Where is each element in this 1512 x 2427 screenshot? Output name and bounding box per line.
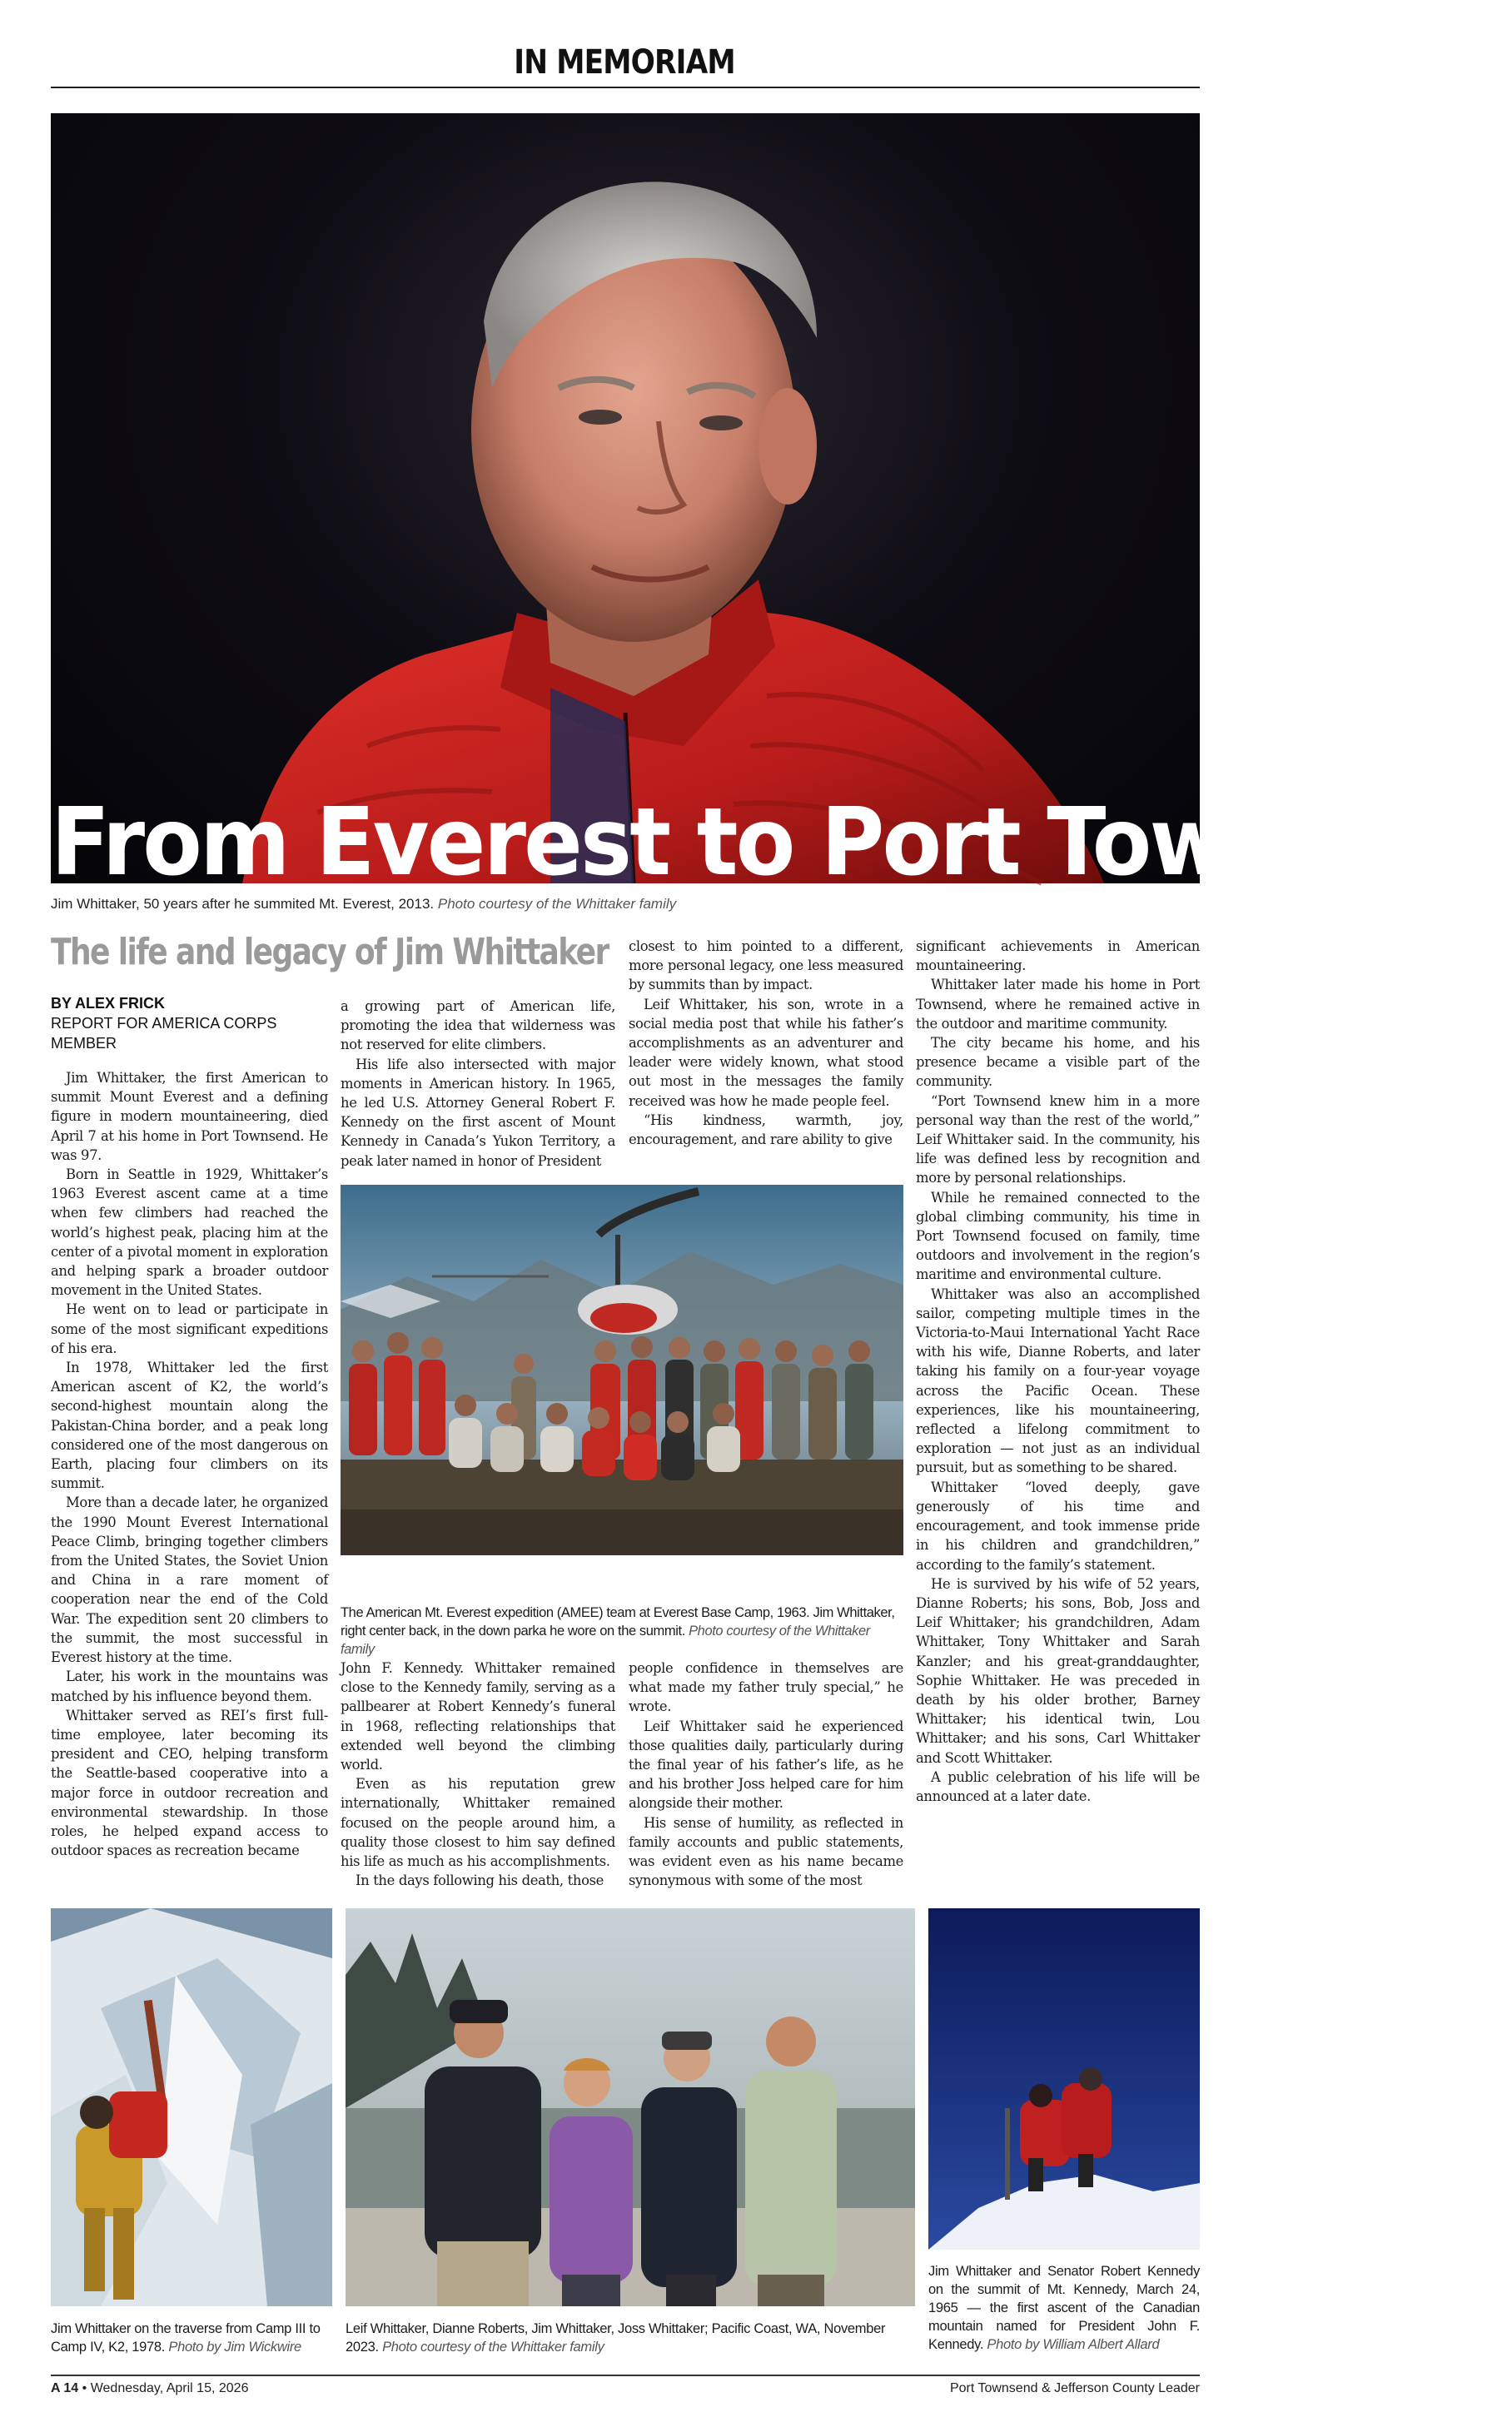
kennedy-photo-caption (928, 2262, 1200, 2354)
paragraph: Even as his reputation grew internationally, Whittaker remained focused on the people around him, a quality those closest to him say defined his life as much as his accomplishments. (341, 1776, 615, 1870)
paragraph: people confidence in themselves are what made my father truly special,” he wrote. (629, 1660, 903, 1715)
page-number: A 14 (51, 2381, 79, 2395)
footer-page-info (51, 2381, 248, 2396)
paragraph: Whittaker “loved deeply, gave generously of his time and encouragement, and took immense pride in his children and grandchildren,” according to the family’s statement. (916, 1479, 1200, 1573)
expedition-photo-credit: Photo courtesy of the Whittaker family (341, 1624, 870, 1657)
section-header: IN MEMORIAM (514, 43, 735, 82)
expedition-photo-caption (341, 1604, 903, 1659)
paragraph: In 1978, Whittaker led the first American ascent of K2, the world’s second-highest mountain along the Pakistan-China border, and a peak long considered one of the most dangerous on Earth, placing four climbers on its summit. (51, 1360, 328, 1492)
kennedy-photo-credit: Photo by William Albert Allard (987, 2337, 1160, 2352)
byline-name: BY ALEX FRICK (51, 995, 166, 1012)
byline-role: REPORT FOR AMERICA CORPS MEMBER (51, 1015, 277, 1052)
article-column-2-bottom (341, 1659, 615, 1890)
paragraph: His sense of humility, as reflected in family accounts and public statements, was evident even as his name became synonymous with some of the most (629, 1814, 903, 1889)
article-column-3-bottom (629, 1659, 903, 1890)
paragraph: Leif Whittaker said he experienced those qualities daily, particularly during the final year of his father’s life, as he and his brother Joss helped care for him alongside their mother. (629, 1718, 903, 1812)
paragraph: He went on to lead or participate in some of the most significant expeditions of his era. (51, 1301, 328, 1356)
paragraph: Jim Whittaker, the first American to summit Mount Everest and a defining figure in modern mountaineering, died April 7 at his home in Port Townsend. He was 97. (51, 1070, 328, 1163)
issue-date: • Wednesday, April 15, 2026 (82, 2381, 249, 2395)
hero-photo-credit: Photo courtesy of the Whittaker family (437, 896, 677, 912)
family-photo (346, 1908, 915, 2306)
paragraph: In the days following his death, those (356, 1872, 604, 1889)
paragraph: He is survived by his wife of 52 years, Dianne Roberts; his sons, Bob, Joss and Leif Whittaker; his grandchildren, Adam Whittaker, Tony Whittaker and Sarah Kanzler; and his great-granddaughter, Sophie Whittaker. He was preceded in death by his older brother, Barney Whittaker; his identical twin, Lou Whittaker; and his sons, Carl Whittaker and Scott Whittaker. (916, 1575, 1200, 1766)
k2-caption-text: Jim Whittaker on the traverse from Camp III to Camp IV, K2, 1978. (51, 2321, 321, 2355)
paragraph: His life also intersected with major moments in American history. In 1965, he led U.S. Attorney General Robert F. Kennedy on the first ascent of Mount Kennedy in Canada’s Yukon Territory, a peak later named in honor of President (341, 1056, 615, 1169)
paragraph: More than a decade later, he organized the 1990 Mount Everest International Peace Climb, bringing together climbers from the United States, the Soviet Union and China in a rare moment of cooperation near the end of the Cold War. The expedition sent 20 climbers to the summit, the most successful in Everest history at the time. (51, 1494, 328, 1666)
family-caption-text: Leif Whittaker, Dianne Roberts, Jim Whittaker, Joss Whittaker; Pacific Coast, WA, November 2023. (346, 2321, 886, 2355)
expedition-caption-text: The American Mt. Everest expedition (AMEE) team at Everest Base Camp, 1963. Jim Whittaker, right center back, in the down parka he wore on the summit. (341, 1605, 895, 1639)
paragraph: The city became his home, and his presence became a visible part of the community. (916, 1035, 1200, 1090)
hero-portrait-photo (51, 113, 1200, 883)
byline (51, 993, 326, 1053)
footer-rule (51, 2375, 1200, 2376)
article-deck: The life and legacy of Jim Whittaker (51, 931, 609, 973)
article-column-2-top (341, 997, 615, 1171)
publication-name: Port Townsend & Jefferson County Leader (949, 2381, 1200, 2395)
headline: From Everest to Port Townsend (51, 788, 1512, 897)
family-photo-caption (346, 2320, 915, 2356)
paragraph: significant achievements in American mountaineering. (916, 938, 1200, 974)
header-rule (51, 87, 1200, 88)
paragraph: Whittaker later made his home in Port Townsend, where he remained active in the outdoor and maritime community. (916, 977, 1200, 1032)
k2-photo-caption (51, 2320, 332, 2356)
expedition-team-photo (341, 1185, 903, 1555)
k2-photo-credit: Photo by Jim Wickwire (168, 2340, 301, 2355)
paragraph: Born in Seattle in 1929, Whittaker’s 1963 Everest ascent came at a time when few climbers had reached the world’s highest peak, placing him at the center of a pivotal moment in exploration and helping spark a broader outdoor movement in the United States. (51, 1166, 328, 1299)
paragraph: John F. Kennedy. Whittaker remained close to the Kennedy family, serving as a pallbearer at Robert Kennedy’s funeral in 1968, reflecting relationships that extended well beyond the climbing world. (341, 1660, 615, 1773)
article-column-1 (51, 1068, 328, 1860)
hero-caption-text: Jim Whittaker, 50 years after he summited Mt. Everest, 2013. (51, 896, 435, 912)
mt-kennedy-summit-photo (928, 1908, 1200, 2250)
hero-caption (51, 896, 1200, 913)
paragraph: “His kindness, warmth, joy, encouragement, and rare ability to give (629, 1112, 903, 1148)
paragraph: Whittaker served as REI’s first full-time employee, later becoming its president and CEO, helping transform the Seattle-based cooperative into a major force in outdoor recreation and environmental stewardship. In those roles, he helped expand access to outdoor spaces as recreation became (51, 1707, 328, 1859)
article-column-3-top (629, 937, 903, 1149)
paragraph: Later, his work in the mountains was matched by his influence beyond them. (51, 1669, 328, 1704)
family-photo-credit: Photo courtesy of the Whittaker family (382, 2340, 604, 2355)
paragraph: a growing part of American life, promoting the idea that wilderness was not reserved for elite climbers. (341, 998, 615, 1053)
k2-traverse-photo (51, 1908, 332, 2306)
paragraph: Leif Whittaker, his son, wrote in a social media post that while his father’s accomplishments as an adventurer and leader were widely known, what stood out most in the messages the family received was how he made people feel. (629, 996, 903, 1109)
paragraph: While he remained connected to the global climbing community, his time in Port Townsend focused on family, time outdoors and involvement in the region’s maritime and environmental culture. (916, 1189, 1200, 1283)
kennedy-caption-text: Jim Whittaker and Senator Robert Kennedy on the summit of Mt. Kennedy, March 24, 1965 — the first ascent of the Canadian mountain named for President John F. Kennedy. (928, 2264, 1200, 2352)
paragraph: A public celebration of his life will be announced at a later date. (916, 1768, 1200, 1804)
paragraph: Whittaker was also an accomplished sailor, competing multiple times in the Victoria-to-Maui International Yacht Race with his wife, Dianne Roberts, and later taking his family on a four-year voyage across the Pacific Ocean. These experiences, like his mountaineering, reflected a lifelong commitment to exploration — not just as an individual pursuit, but as something to be shared. (916, 1286, 1200, 1476)
article-column-4 (916, 937, 1200, 1806)
paragraph: closest to him pointed to a different, more personal legacy, one less measured by summits than by impact. (629, 938, 903, 993)
paragraph: “Port Townsend knew him in a more personal way than the rest of the world,” Leif Whittaker said. In the community, his life was defined less by recognition and more by personal relationships. (916, 1092, 1200, 1186)
